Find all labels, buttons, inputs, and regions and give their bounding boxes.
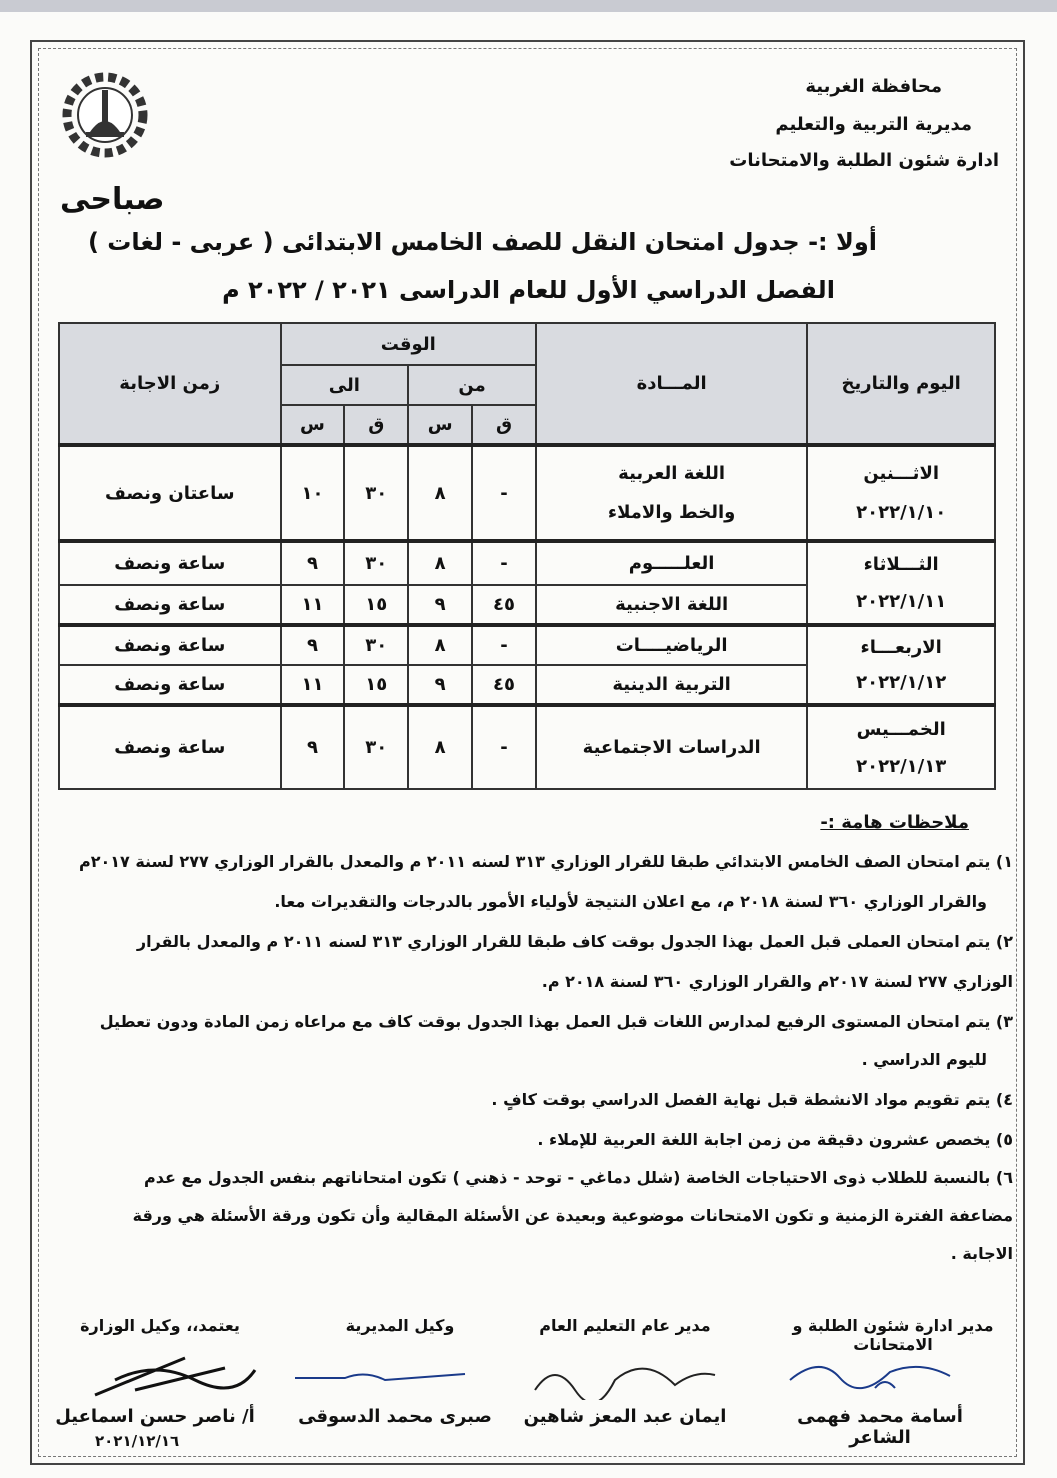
subject-name: الدراسات الاجتماعية (536, 705, 807, 789)
signatory-name: أسامة محمد فهمى الشاعر (797, 1406, 963, 1448)
duration: ساعة ونصف (59, 585, 281, 625)
subject-name: اللغة الاجنبية (536, 585, 807, 625)
from-hour: ٨ (408, 625, 472, 665)
table-row (59, 625, 995, 665)
day-date-cell (807, 445, 995, 541)
header-day-date: اليوم والتاريخ (807, 323, 995, 445)
schedule-subtitle: الفصل الدراسي الأول للعام الدراسى ٢٠٢١ / ٢٠٢٢ م (222, 276, 835, 304)
signature-mark (285, 1350, 485, 1400)
directorate-name: مديرية التربية والتعليم (775, 114, 972, 135)
header-time: الوقت (281, 323, 536, 365)
signature-mark (780, 1350, 980, 1400)
note-line: مضاعفة الفترة الزمنية و تكون الامتحانات موضوعية وبعيدة عن الأسئلة المقالية وأن تكون ورقة الأسئلة هي ورقة (132, 1206, 1013, 1225)
top-band (0, 0, 1057, 12)
exam-date: ٢٠٢٢/١/١١ (856, 591, 947, 612)
duration: ساعتان ونصف (59, 445, 281, 541)
from-minute: - (472, 541, 536, 585)
day-name: الخمـــيس (856, 718, 946, 740)
note-line: ٢) يتم امتحان العملى قبل العمل بهذا الجدول بوقت كاف طبقا للقرار الوزاري ٣١٣ لسنه ٢٠١١ م والمعدل بالقرار (136, 932, 1013, 951)
from-minute: ٤٥ (472, 665, 536, 705)
from-minute: - (472, 625, 536, 665)
exam-date: ٢٠٢٢/١/١٣ (856, 755, 947, 777)
header-to-minute: ق (344, 405, 408, 445)
note-line: ٤) يتم تقويم مواد الانشطة قبل نهاية الفصل الدراسي بوقت كافٍ . (491, 1090, 1013, 1109)
header-subject: المـــادة (536, 323, 807, 445)
exam-date: ٢٠٢٢/١/١٠ (856, 502, 947, 523)
note-line: الوزاري ٢٧٧ لسنة ٢٠١٧م والقرار الوزاري ٣٦٠ لسنة ٢٠١٨ م. (541, 972, 1013, 991)
to-hour: ٩ (281, 625, 345, 665)
subject-name: التربية الدينية (536, 665, 807, 705)
note-line: ٥) يخصص عشرون دقيقة من زمن اجابة اللغة العربية للإملاء . (537, 1130, 1013, 1149)
exam-schedule-table (58, 322, 996, 790)
duration: ساعة ونصف (59, 705, 281, 789)
note-line: والقرار الوزاري ٣٦٠ لسنة ٢٠١٨ م، مع اعلان النتيجة لأولياء الأمور بالدرجات والتقديرات معا. (274, 892, 987, 911)
from-minute: ٤٥ (472, 585, 536, 625)
to-minute: ١٥ (344, 665, 408, 705)
subject-name-line2: والخط والاملاء (607, 502, 736, 523)
subject-name: الرياضيــــات (536, 625, 807, 665)
signatory-name: أ/ ناصر حسن اسماعيل (55, 1406, 255, 1427)
from-hour: ٩ (408, 665, 472, 705)
to-hour: ١١ (281, 585, 345, 625)
table-row (59, 541, 995, 585)
department-name: ادارة شئون الطلبة والامتحانات (729, 150, 999, 171)
schedule-title: أولا :- جدول امتحان النقل للصف الخامس الابتدائى ( عربى - لغات ) (87, 228, 877, 256)
to-minute: ٣٠ (344, 445, 408, 541)
subject-name: العلـــــوم (536, 541, 807, 585)
governorate-name: محافظة الغربية (805, 76, 942, 97)
directorate-logo-icon (60, 70, 150, 160)
signature-mark (75, 1350, 275, 1400)
note-line: الاجابة . (950, 1244, 1013, 1263)
day-date-cell (807, 625, 995, 705)
note-line: ٦) بالنسبة للطلاب ذوى الاحتياجات الخاصة (شلل دماغي - توحد - ذهني ) تكون امتحاناتهم بنفس الجدول مع عدم (143, 1168, 1013, 1187)
from-hour: ٨ (408, 445, 472, 541)
signature-title: مدير ادارة شئون الطلبة و الامتحانات (792, 1316, 994, 1354)
signatory-name: صبرى محمد الدسوقى (298, 1406, 492, 1427)
table-row (59, 445, 995, 541)
signature-title: مدير عام التعليم العام (539, 1316, 711, 1335)
signature-title: يعتمد،، وكيل الوزارة (80, 1316, 240, 1335)
subject-name: اللغة العربية (618, 463, 726, 484)
duration: ساعة ونصف (59, 541, 281, 585)
from-hour: ٨ (408, 541, 472, 585)
to-hour: ٩ (281, 541, 345, 585)
to-hour: ١١ (281, 665, 345, 705)
header-to: الى (281, 365, 409, 405)
exam-date: ٢٠٢٢/١/١٢ (856, 672, 947, 693)
table-row (59, 705, 995, 789)
duration: ساعة ونصف (59, 625, 281, 665)
session-period: صباحى (60, 182, 165, 217)
to-minute: ٣٠ (344, 705, 408, 789)
to-minute: ٣٠ (344, 625, 408, 665)
header-from-minute: ق (472, 405, 536, 445)
from-hour: ٩ (408, 585, 472, 625)
to-hour: ١٠ (281, 445, 345, 541)
signature-title: وكيل المديرية (345, 1316, 455, 1335)
to-hour: ٩ (281, 705, 345, 789)
header-duration: زمن الاجابة (59, 323, 281, 445)
from-hour: ٨ (408, 705, 472, 789)
note-line: لليوم الدراسي . (861, 1050, 987, 1069)
day-date-cell (807, 705, 995, 789)
notes-title: ملاحظات هامة :- (820, 812, 969, 833)
header-to-hour: س (281, 405, 345, 445)
to-minute: ٣٠ (344, 541, 408, 585)
note-line: ١) يتم امتحان الصف الخامس الابتدائي طبقا للقرار الوزاري ٣١٣ لسنه ٢٠١١ م والمعدل بالقرار الوزاري ٢٧٧ لسنة ٢٠١٧م (78, 852, 1013, 871)
day-date-cell (807, 541, 995, 625)
signatory-name: ايمان عبد المعز شاهين (523, 1406, 727, 1427)
duration: ساعة ونصف (59, 665, 281, 705)
from-minute: - (472, 445, 536, 541)
note-line: ٣) يتم امتحان المستوى الرفيع لمدارس اللغات قبل العمل بهذا الجدول بوقت كاف مع مراعاه زمن المادة ودون تعطيل (99, 1012, 1013, 1031)
day-name: الاربعـــاء (860, 637, 942, 658)
header-from-hour: س (408, 405, 472, 445)
signature-mark (525, 1350, 725, 1400)
to-minute: ١٥ (344, 585, 408, 625)
approval-date: ٢٠٢١/١٢/١٦ (95, 1432, 180, 1450)
day-name: الثـــلاثاء (863, 554, 939, 575)
subject-cell (536, 445, 807, 541)
from-minute: - (472, 705, 536, 789)
day-name: الاثـــنين (863, 463, 940, 484)
header-from: من (408, 365, 536, 405)
